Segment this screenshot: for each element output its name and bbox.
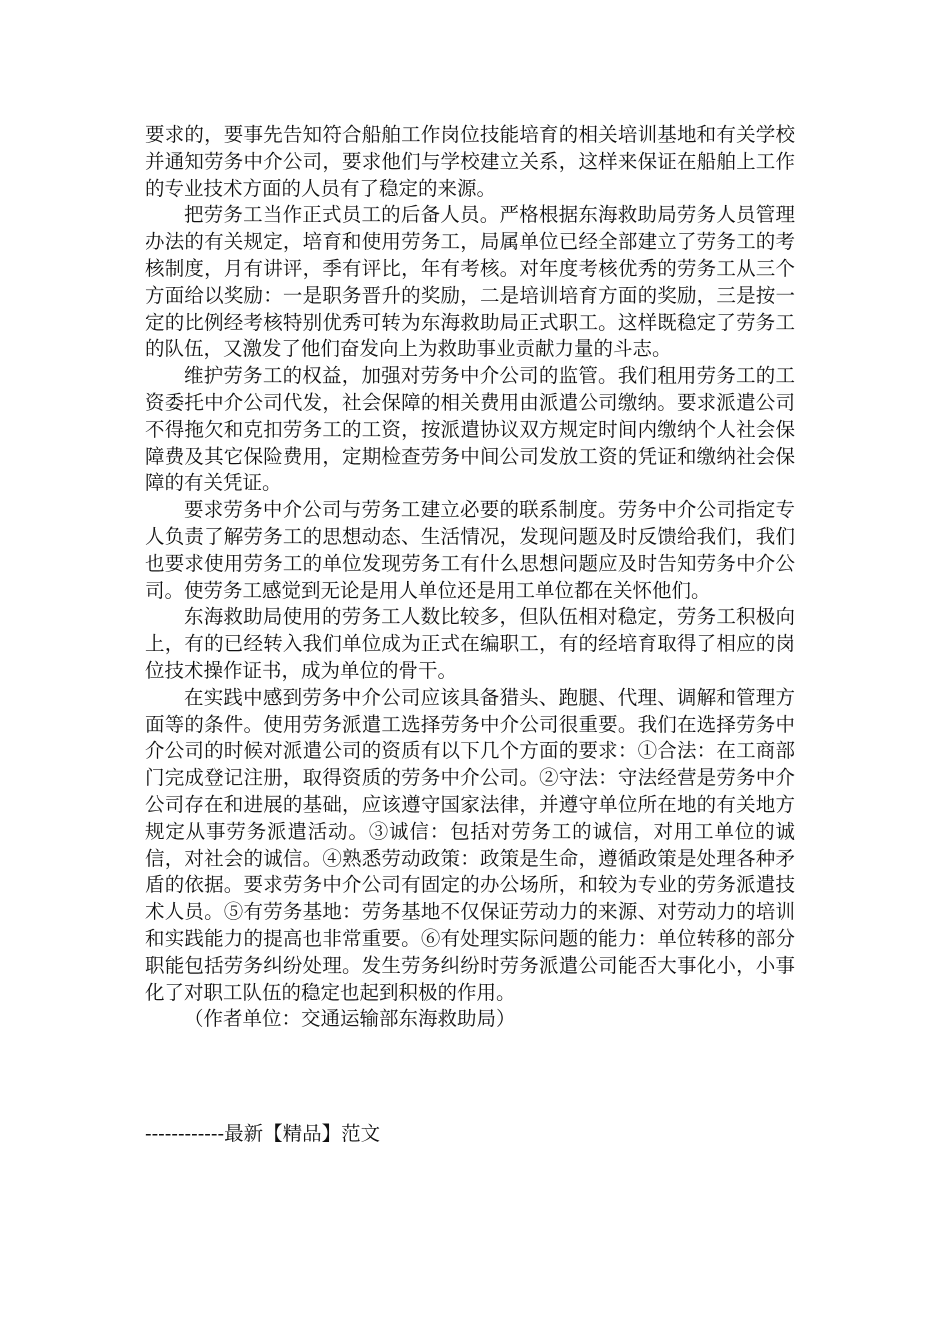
document-body xyxy=(145,122,795,1033)
author-affiliation: （作者单位：交通运输部东海救助局） xyxy=(184,1007,516,1031)
paragraph-continuation: 要求的，要事先告知符合船舶工作岗位技能培育的相关培训基地和有关学校并通知劳务中介公司，要求他们与学校建立关系，这样来保证在船舶上工作的专业技术方面的人员有了稳定的来源。 xyxy=(145,123,795,200)
paragraph-backup-staff: 把劳务工当作正式员工的后备人员。严格根据东海救助局劳务人员管理办法的有关规定，培育和使用劳务工，局属单位已经全部建立了劳务工的考核制度，月有讲评，季有评比，年有考核。对年度考核优秀的劳务工从三个方面给以奖励：一是职务晋升的奖励，二是培训培育方面的奖励，三是按一定的比例经考核特别优秀可转为东海救助局正式职工。这样既稳定了劳务工的队伍，又激发了他们奋发向上为救助事业贡献力量的斗志。 xyxy=(145,203,795,361)
paragraph-agency-requirements: 在实践中感到劳务中介公司应该具备猎头、跑腿、代理、调解和管理方面等的条件。使用劳务派遣工选择劳务中介公司很重要。我们在选择劳务中介公司的时候对派遣公司的资质有以下几个方面的要求：①合法：在工商部门完成登记注册，取得资质的劳务中介公司。②守法：守法经营是劳务中介公司存在和进展的基础，应该遵守国家法律，并遵守单位所在地的有关地方规定从事劳务派遣活动。③诚信：包括对劳务工的诚信，对用工单位的诚信，对社会的诚信。④熟悉劳动政策：政策是生命，遵循政策是处理各种矛盾的依据。要求劳务中介公司有固定的办公场所，和较为专业的劳务派遣技术人员。⑤有劳务基地：劳务基地不仅保证劳动力的来源、对劳动力的培训和实践能力的提高也非常重要。⑥有处理实际问题的能力：单位转移的部分职能包括劳务纠纷处理。发生劳务纠纷时劳务派遣公司能否大事化小，小事化了对职工队伍的稳定也起到积极的作用。 xyxy=(145,685,795,1004)
footer-banner: ------------最新【精品】范文 xyxy=(145,1122,381,1145)
paragraph-worker-rights: 维护劳务工的权益，加强对劳务中介公司的监管。我们租用劳务工的工资委托中介公司代发，社会保障的相关费用由派遣公司缴纳。要求派遣公司不得拖欠和克扣劳务工的工资，按派遣协议双方规定时间内缴纳个人社会保障费及其它保险费用，定期检查劳务中间公司发放工资的凭证和缴纳社会保障的有关凭证。 xyxy=(145,364,795,495)
paragraph-stable-team: 东海救助局使用的劳务工人数比较多，但队伍相对稳定，劳务工积极向上，有的已经转入我们单位成为正式在编职工，有的经培育取得了相应的岗位技术操作证书，成为单位的骨干。 xyxy=(145,605,795,682)
paragraph-contact-system: 要求劳务中介公司与劳务工建立必要的联系制度。劳务中介公司指定专人负责了解劳务工的思想动态、生活情况，发现问题及时反馈给我们，我们也要求使用劳务工的单位发现劳务工有什么思想问题应及时告知劳务中介公司。使劳务工感觉到无论是用人单位还是用工单位都在关怀他们。 xyxy=(145,498,795,602)
